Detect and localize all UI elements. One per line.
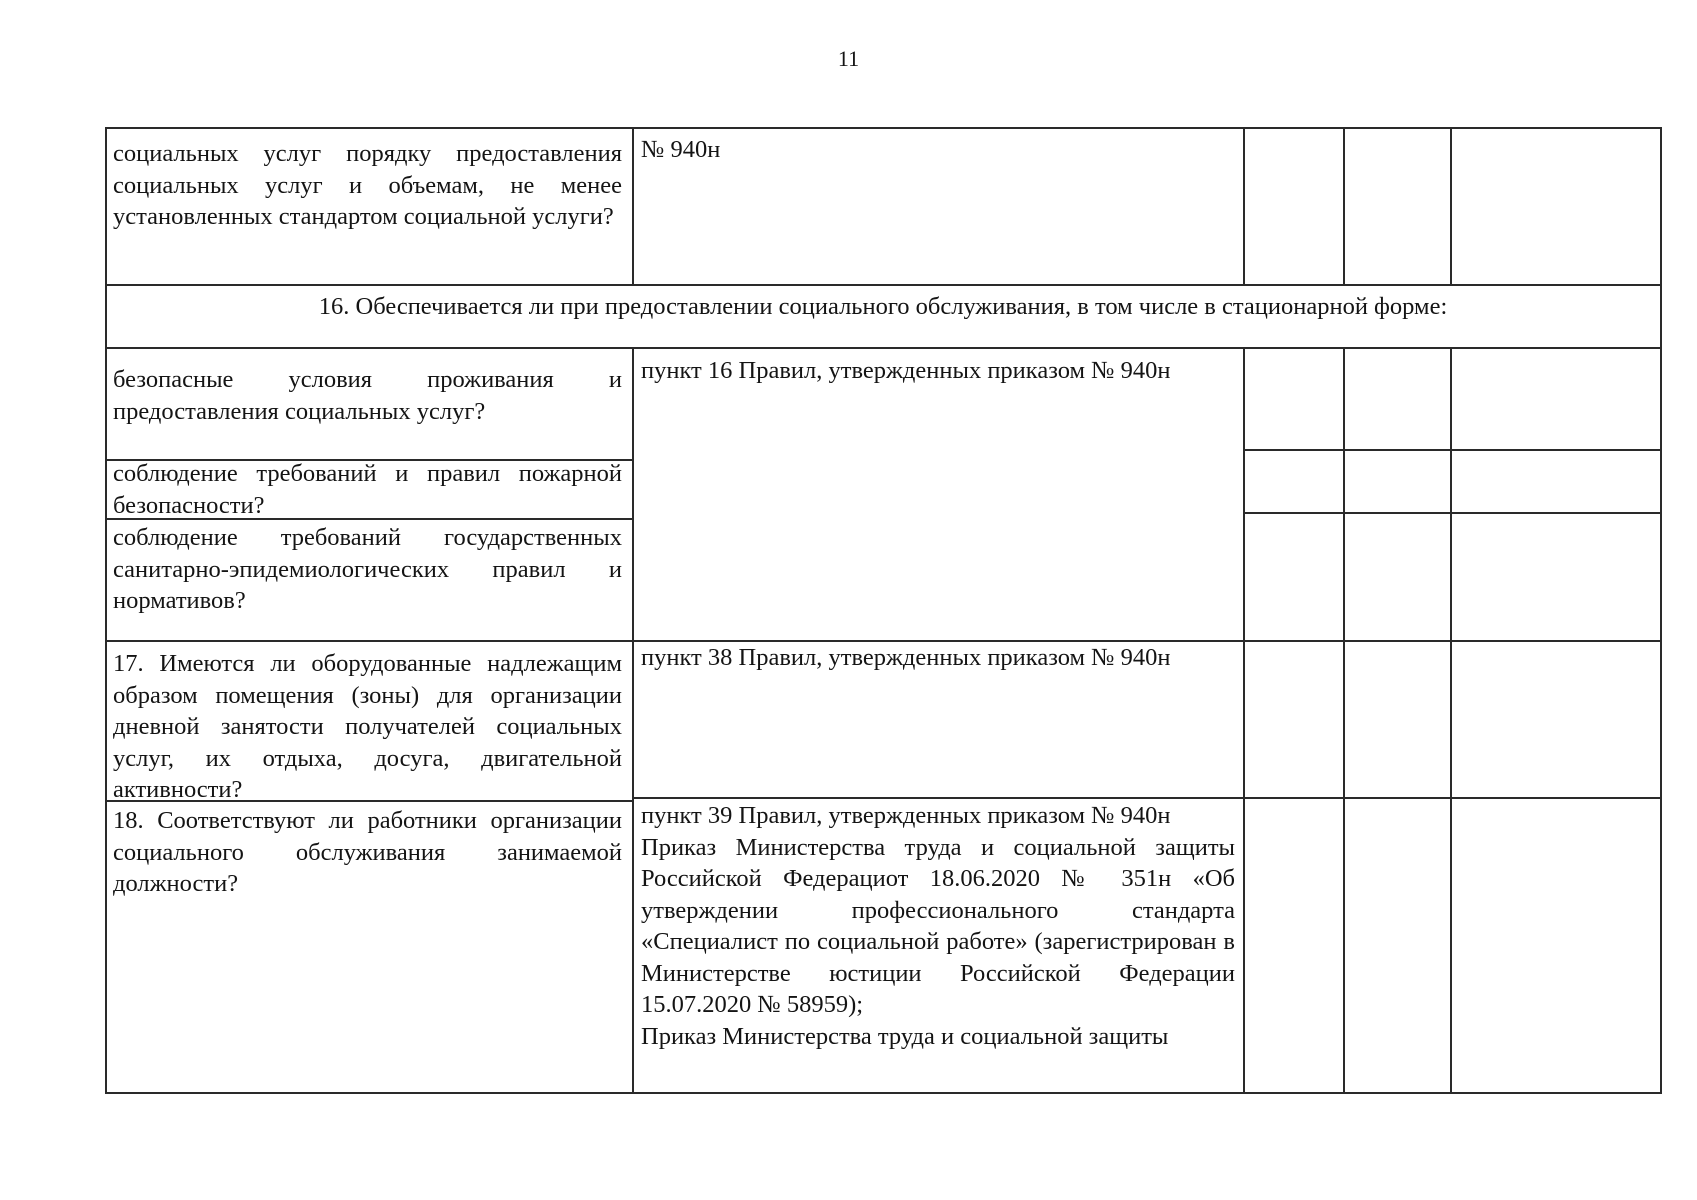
question-cell: безопасные условия проживания и предоставления социальных услуг? [113, 366, 622, 425]
question-cell: социальных услуг порядку предоставления социальных услуг и объемам, не менее установленных стандартом социальной услуги? [113, 140, 622, 230]
legal-basis-paragraph: Приказ Министерства труда и социальной защиты [641, 1022, 1169, 1050]
column-divider [1450, 127, 1452, 284]
column-divider [1343, 127, 1345, 284]
legal-basis-cell: пункт 38 Правил, утвержденных приказом № 940н [641, 644, 1171, 671]
row-divider [1243, 512, 1662, 514]
question-cell: 17. Имеются ли оборудованные надлежащим образом помещения (зоны) для организации дневной занятости получателей социальных услуг, их отдыха, досуга, двигательной активности? [113, 650, 622, 803]
section-heading: 16. Обеспечивается ли при предоставлении социального обслуживания, в том числе в стационарной форме: [318, 293, 1448, 320]
question-cell: соблюдение требований и правил пожарной безопасности? [113, 460, 622, 519]
table-border-top [105, 127, 1662, 129]
question-cell: 18. Соответствуют ли работники организации социального обслуживания занимаемой должности? [113, 807, 622, 897]
checklist-table [105, 127, 1662, 1094]
page-number: 11 [837, 46, 860, 71]
legal-basis-cell: пункт 16 Правил, утвержденных приказом № 940н [641, 357, 1171, 384]
table-border-right [1660, 127, 1662, 1094]
row-divider [1243, 449, 1662, 451]
row-divider [105, 284, 1662, 286]
column-divider [1450, 347, 1452, 1094]
table-border-left [105, 127, 107, 1094]
legal-basis-paragraph: пункт 39 Правил, утвержденных приказом № 940н [641, 802, 1171, 829]
column-divider [1243, 127, 1245, 284]
legal-basis-cell [641, 800, 1235, 1052]
column-divider [1343, 347, 1345, 1094]
column-divider [1243, 347, 1245, 1094]
row-divider [632, 797, 1662, 799]
question-cell: соблюдение требований государственных санитарно-эпидемиологических правил и нормативов? [113, 524, 622, 614]
row-divider [105, 347, 1662, 349]
column-divider [632, 127, 634, 284]
column-divider [632, 347, 634, 1094]
legal-basis-cell: № 940н [641, 136, 721, 163]
legal-basis-paragraph: Приказ Министерства труда и социальной защиты Российской Федерациот 18.06.2020 № 351н «Об утверждении профессионального стандарта «Специалист по социальной работе» (зарегистрирован в Министерстве юстиции Российской Федерации 15.07.2020 № 58959); [641, 833, 1235, 1018]
table-border-bottom [105, 1092, 1662, 1094]
